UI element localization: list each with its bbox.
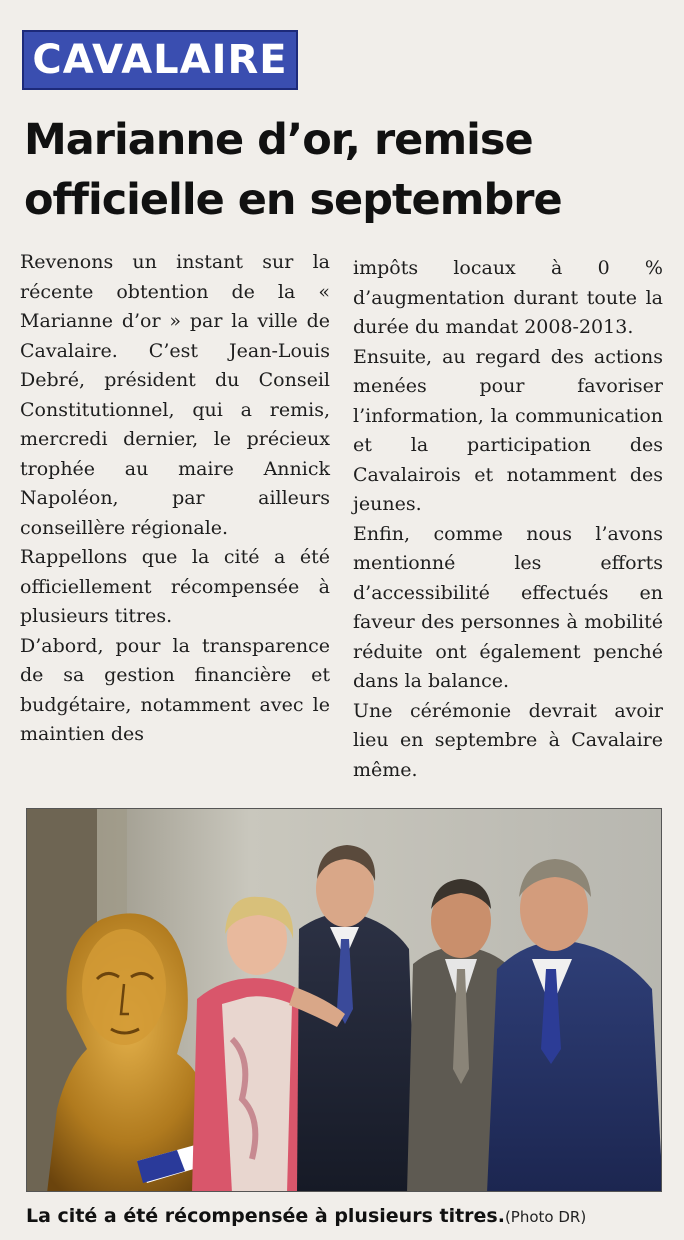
paragraph: Rappellons que la cité a été officiellement récompensée à plusieurs titres. [20, 546, 330, 627]
paragraph: Enfin, comme nous l’avons mentionné les efforts d’accessibilité effectués en faveur des personnes à mobilité réduite ont également penché dans la balance. [353, 522, 663, 692]
photo-credit: (Photo DR) [504, 1208, 587, 1226]
headline [24, 110, 669, 230]
headline-line-2: officielle en septembre [24, 175, 562, 225]
photo-caption [26, 1202, 666, 1231]
paragraph: Ensuite, au regard des actions menées pour favoriser l’information, la communication et la participation des Cavalairois et notamment des jeunes. [353, 345, 663, 515]
paragraph: impôts locaux à 0 % d’augmentation durant toute la durée du mandat 2008-2013. [353, 257, 663, 338]
headline-line-1: Marianne d’or, remise [24, 115, 533, 165]
paragraph: Une cérémonie devrait avoir lieu en septembre à Cavalaire même. [353, 699, 663, 781]
paragraph: Revenons un instant sur la récente obtention de la « Marianne d’or » par la ville de Cavalaire. C’est Jean-Louis Debré, président du Conseil Constitutionnel, qui a remis, mercredi dernier, le précieux trophée au maire Annick Napoléon, par ailleurs conseillère régionale. [20, 251, 330, 539]
photo-illustration [27, 809, 662, 1192]
body-column-left [20, 248, 330, 750]
section-kicker: CAVALAIRE [22, 30, 298, 90]
ceremony-photo [26, 808, 662, 1192]
caption-text: La cité a été récompensée à plusieurs titres. [26, 1205, 505, 1227]
paragraph: D’abord, pour la transparence de sa gestion financière et budgétaire, notamment avec le maintien des [20, 634, 330, 745]
body-column-right [353, 254, 663, 785]
